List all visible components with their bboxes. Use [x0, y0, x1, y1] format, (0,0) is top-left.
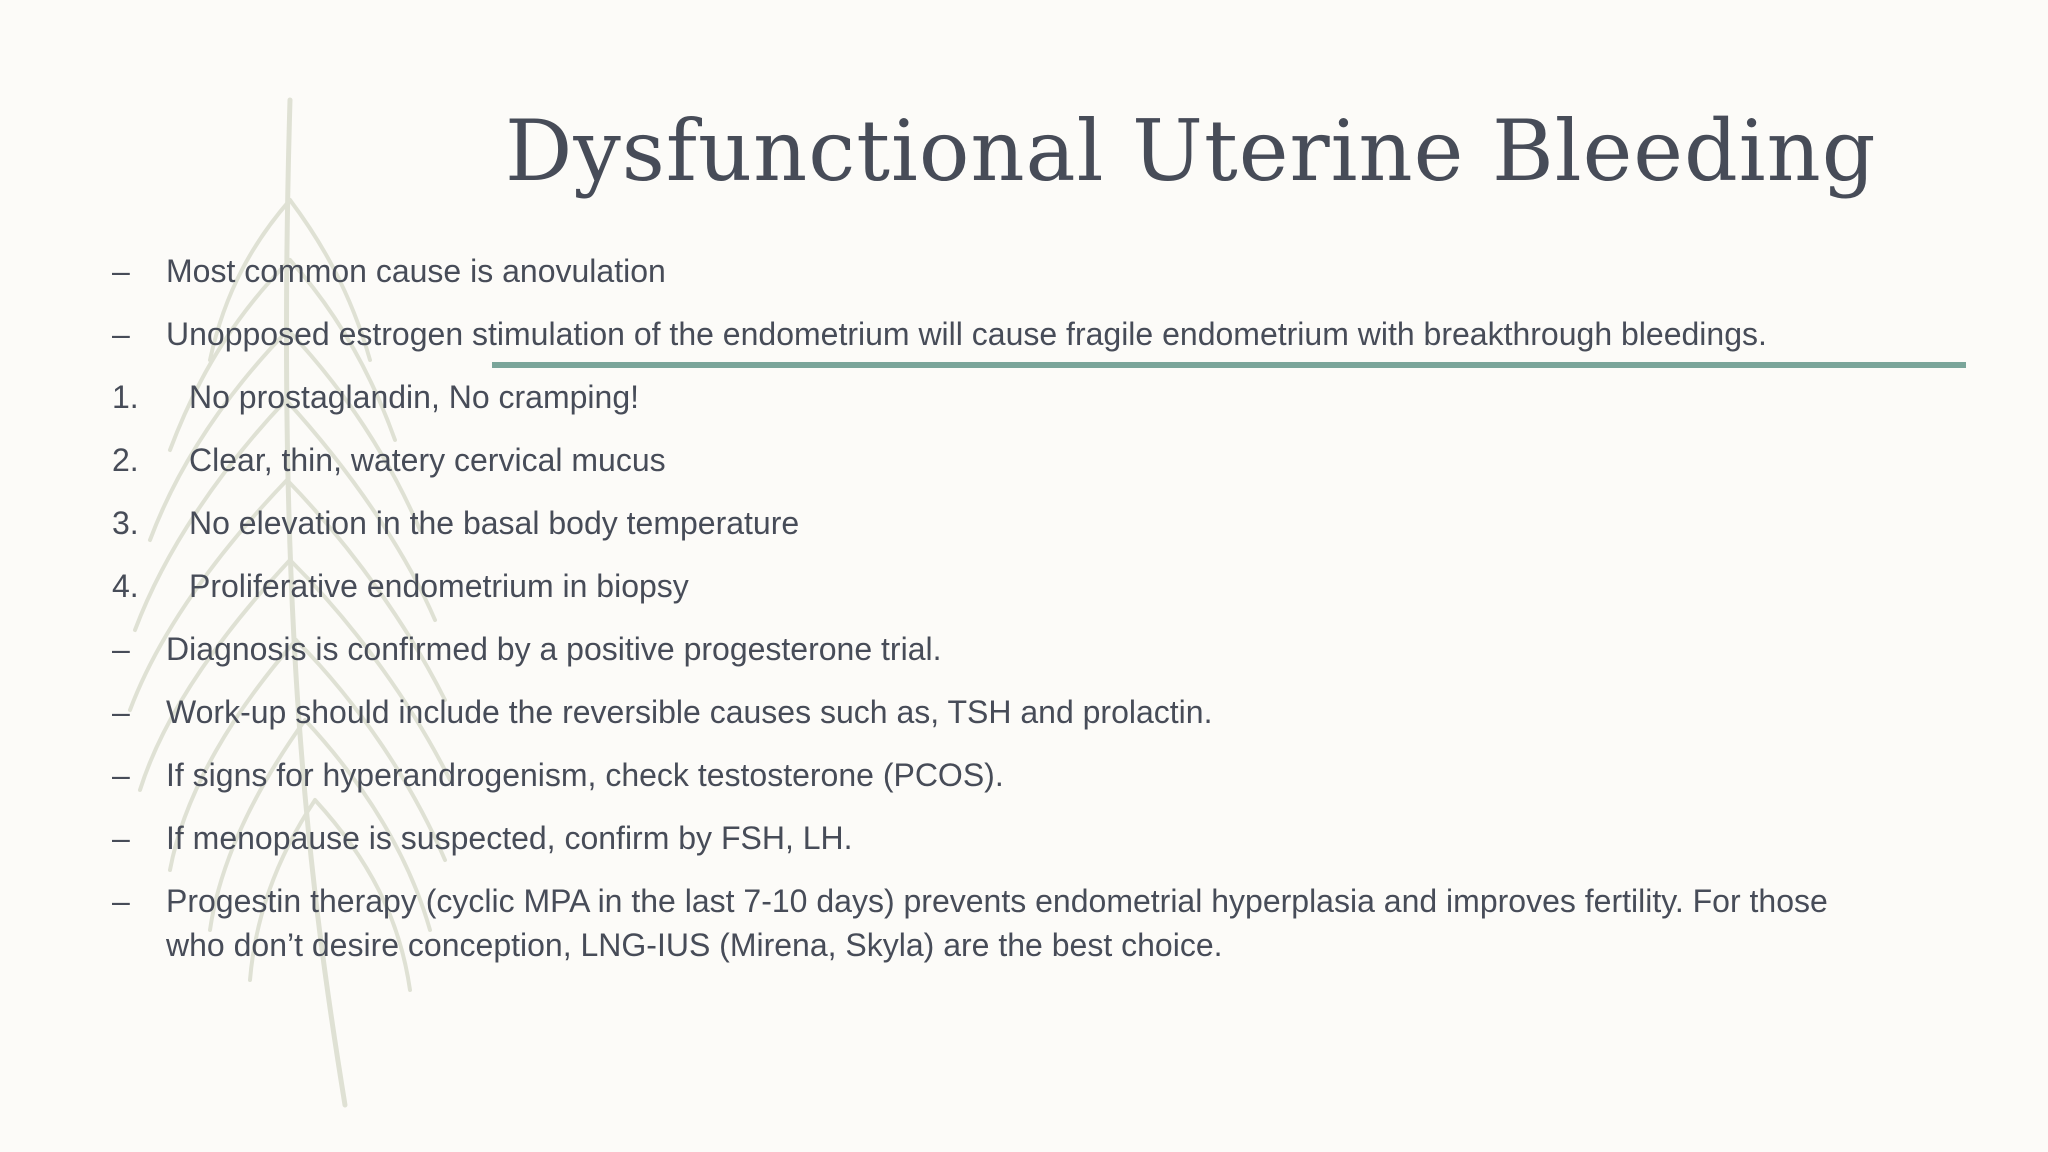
bullet-marker: –: [112, 757, 130, 793]
bullet-marker: –: [112, 631, 130, 667]
bullet-item: [0, 880, 2048, 970]
numbered-text: Clear, thin, watery cervical mucus: [189, 442, 666, 478]
bullet-marker: –: [112, 883, 130, 919]
bullet-text: Progestin therapy (cyclic MPA in the last 7-10 days) prevents endometrial hyperplasia and improves fertility. For those: [166, 883, 1828, 919]
bullet-text: Diagnosis is confirmed by a positive progesterone trial.: [166, 631, 942, 667]
bullet-marker: –: [112, 694, 130, 730]
bullet-marker: –: [112, 316, 130, 352]
numbered-text: Proliferative endometrium in biopsy: [189, 568, 689, 604]
number-marker: 4.: [112, 568, 139, 604]
bullet-text-continuation: who don’t desire conception, LNG-IUS (Mirena, Skyla) are the best choice.: [166, 927, 1223, 963]
number-marker: 3.: [112, 505, 139, 541]
numbered-text: No elevation in the basal body temperature: [189, 505, 800, 541]
accent-rule: [492, 362, 1966, 368]
numbered-text: No prostaglandin, No cramping!: [189, 379, 640, 415]
bullet-text: Work-up should include the reversible causes such as, TSH and prolactin.: [166, 694, 1213, 730]
bullet-text: Unopposed estrogen stimulation of the endometrium will cause fragile endometrium with breakthrough bleedings.: [166, 316, 1767, 352]
bullet-marker: –: [112, 820, 130, 856]
bullet-text: If signs for hyperandrogenism, check testosterone (PCOS).: [166, 757, 1004, 793]
number-marker: 2.: [112, 442, 139, 478]
number-marker: 1.: [112, 379, 139, 415]
bullet-text: If menopause is suspected, confirm by FSH, LH.: [166, 820, 853, 856]
bullet-marker: –: [112, 253, 130, 289]
slide-title: Dysfunctional Uterine Bleeding: [505, 102, 1877, 200]
bullet-text: Most common cause is anovulation: [166, 253, 666, 289]
